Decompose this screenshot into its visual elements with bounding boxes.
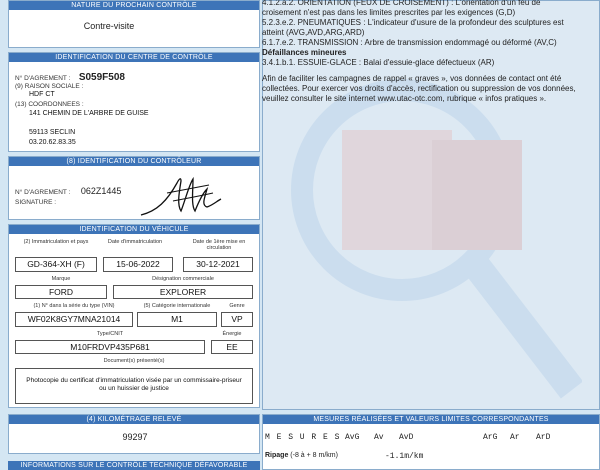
- designation-value: EXPLORER: [113, 285, 253, 299]
- center-coord-label: (13) COORDONNEES :: [15, 101, 84, 108]
- center-agrement-label: N° D'AGREMENT :: [15, 75, 71, 82]
- measures-col-avd: AvD: [399, 433, 414, 442]
- right-column: [262, 0, 600, 470]
- center-address-line2: 59113 SECLIN: [29, 129, 76, 136]
- unfavorable-info-header: INFORMATIONS SUR LE CONTRÔLE TECHNIQUE DÉFAVORABLE: [8, 461, 260, 470]
- immat-date-label: Date d'immatriculation: [107, 239, 163, 245]
- measures-col-av: Av: [374, 433, 384, 442]
- ripage-value: -1.1m/km: [385, 452, 424, 461]
- docs-value: Photocopie du certificat d'immatriculation visée par un commissaire-priseur ou un huissier de justice: [15, 368, 253, 404]
- category-label: (5) Catégorie internationale: [143, 303, 211, 309]
- controller-box: [8, 156, 260, 220]
- ripage-label: Ripage: [265, 452, 289, 459]
- measures-col-ard: ArD: [536, 433, 551, 442]
- type-label: Type/CNIT: [96, 331, 124, 337]
- type-value: M10FRDVP435P681: [15, 340, 205, 354]
- measures-box: [262, 414, 600, 470]
- control-center-header: IDENTIFICATION DU CENTRE DE CONTRÔLE: [9, 53, 259, 62]
- defect-line-4: atteint (AVG,AVD,ARG,ARD): [262, 28, 365, 37]
- km-value: 99297: [122, 432, 148, 442]
- first-date-label: Date de 1ère mise en circulation: [192, 239, 246, 251]
- vehicle-box: [8, 224, 260, 408]
- controller-signature-image: [137, 171, 223, 221]
- km-header: (4) KILOMÉTRAGE RELEVÉ: [9, 415, 259, 424]
- energie-label: Énergie: [222, 331, 242, 337]
- defect-line-2: croisement n'est pas dans les limites prescrites par les exigences (G,D): [262, 8, 516, 17]
- vin-value: WF02K8GY7MNA21014: [15, 312, 133, 327]
- marque-value: FORD: [15, 285, 107, 299]
- defect-line-5: 6.1.7.e.2. TRANSMISSION : Arbre de transmission endommagé ou déformé (AV,C): [262, 38, 557, 47]
- category-value: M1: [137, 312, 217, 327]
- next-visit-box: [8, 0, 260, 48]
- center-phone: 03.20.62.83.35: [29, 139, 76, 146]
- next-visit-header: NATURE DU PROCHAIN CONTRÔLE: [9, 1, 259, 10]
- defect-line-1: 4.1.2.a.2. ORIENTATION (FEUX DE CROISEMENT) : L'orientation d'un feu de: [262, 0, 541, 7]
- immat-value: GD-364-XH (F): [15, 257, 97, 272]
- center-raison-label: (9) RAISON SOCIALE :: [15, 83, 84, 90]
- data-privacy-notice: Afin de faciliter les campagnes de rappel « graves », vos données de contact ont été collectées. Pour exercer vos droits d'accès, rectification ou suppression de vos données, veuillez consulter le site internet www.utac-otc.com, rubrique « infos pratiques ».: [262, 74, 576, 103]
- km-box: [8, 414, 260, 454]
- next-visit-value: Contre-visite: [83, 21, 135, 31]
- immat-date-value: 15-06-2022: [103, 257, 173, 272]
- genre-value: VP: [221, 312, 253, 327]
- minor-defect-line-1: 3.4.1.b.1. ESSUIE-GLACE : Balai d'essuie-glace défectueux (AR): [262, 58, 495, 67]
- measures-col-ar: Ar: [510, 433, 520, 442]
- energie-value: EE: [211, 340, 253, 354]
- control-center-box: [8, 52, 260, 152]
- measures-col-arg: ArG: [483, 433, 498, 442]
- designation-label: Désignation commerciale: [152, 276, 214, 282]
- center-raison-value: HDF CT: [29, 91, 55, 98]
- marque-label: Marque: [51, 276, 71, 282]
- measures-header: MESURES RÉALISÉES ET VALEURS LIMITES CORRESPONDANTES: [263, 415, 599, 424]
- immat-label: (2) Immatriculation et pays: [23, 239, 89, 245]
- controller-agrement-value: 062Z1445: [80, 186, 122, 196]
- center-address-line1: 141 CHEMIN DE L'ARBRE DE GUISE: [29, 110, 149, 117]
- utac-watermark: [282, 70, 582, 400]
- measures-col-avg: AvG: [345, 433, 360, 442]
- left-column: [8, 0, 260, 470]
- controller-header: (8) IDENTIFICATION DU CONTRÔLEUR: [9, 157, 259, 166]
- ripage-limit: (-8 à + 8 m/km): [290, 452, 338, 459]
- measures-title: M E S U R E S: [265, 433, 341, 442]
- center-agrement-value: S059F508: [78, 72, 125, 83]
- controller-signature-label: SIGNATURE :: [15, 199, 57, 206]
- minor-defects-title: Défaillances mineures: [262, 48, 347, 57]
- defect-line-3: 5.2.3.e.2. PNEUMATIQUES : L'indicateur d'usure de la profondeur des sculptures est: [262, 18, 564, 27]
- vin-label: (1) N° dans la série du type (VIN): [33, 303, 115, 309]
- vehicle-header: IDENTIFICATION DU VÉHICULE: [9, 225, 259, 234]
- first-date-value: 30-12-2021: [183, 257, 253, 272]
- genre-label: Genre: [229, 303, 245, 309]
- defects-list: [262, 0, 596, 68]
- docs-label: Document(s) présenté(s): [103, 358, 165, 364]
- controller-agrement-label: N° D'AGREMENT :: [15, 189, 71, 196]
